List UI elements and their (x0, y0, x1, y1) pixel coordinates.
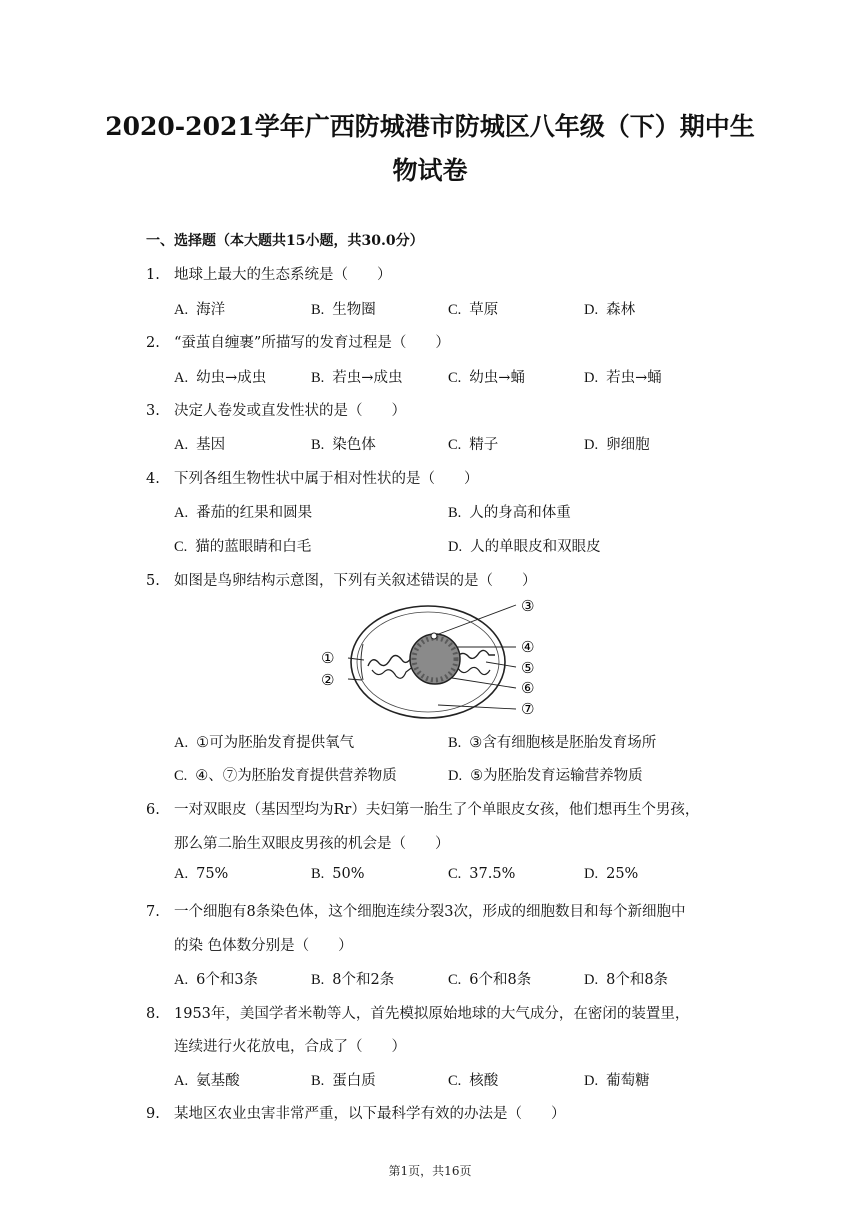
diagram-label-1: ① (321, 649, 335, 667)
q7-option-d: D. 8个和8条 (584, 972, 669, 988)
diagram-label-2: ② (321, 671, 335, 689)
q5-option-b: B. ③含有细胞核是胚胎发育场所 (448, 735, 657, 751)
question-9: 9. 某地区农业虫害非常严重，以下最科学有效的办法是（ ） (146, 1106, 566, 1122)
question-8: 8. 1953年，美国学者米勒等人，首先模拟原始地球的大气成分，在密闭的装置里， (146, 1006, 690, 1022)
exam-title-line1: 2020-2021学年广西防城港市防城区八年级（下）期中生 (105, 112, 755, 141)
q1-option-c: C. 草原 (448, 302, 499, 318)
diagram-label-3: ③ (521, 597, 535, 615)
yolk (410, 634, 460, 684)
q6-option-d: D. 25% (584, 866, 639, 882)
bird-egg-diagram (318, 592, 548, 724)
chalaza-right-lower (458, 667, 490, 674)
q2-option-c: C. 幼虫→蛹 (448, 370, 525, 386)
q4-option-c: C. 猫的蓝眼睛和白毛 (174, 539, 312, 555)
q3-option-c: C. 精子 (448, 437, 499, 453)
question-7: 7. 一个细胞有8条染色体，这个细胞连续分裂3次，形成的细胞数目和每个新细胞中 (146, 904, 686, 920)
leader-2 (348, 679, 362, 680)
germinal-disc (431, 633, 437, 639)
chalaza-right (456, 650, 495, 658)
diagram-label-5: ⑤ (521, 659, 535, 677)
question-7-line2: 的染 色体数分别是（ ） (174, 938, 353, 954)
leader-6 (452, 678, 516, 688)
question-8-line2: 连续进行火花放电，合成了（ ） (174, 1039, 406, 1055)
q4-option-a: A. 番茄的红果和圆果 (174, 505, 313, 521)
q8-option-a: A. 氨基酸 (174, 1073, 240, 1089)
q3-option-b: B. 染色体 (311, 437, 376, 453)
q5-option-a: A. ①可为胚胎发育提供氧气 (174, 735, 355, 751)
question-2: 2. “蚕茧自缠裹”所描写的发育过程是（ ） (146, 335, 450, 351)
question-6-line2: 那么第二胎生双眼皮男孩的机会是（ ） (174, 836, 450, 852)
q8-option-b: B. 蛋白质 (311, 1073, 376, 1089)
diagram-label-6: ⑥ (521, 679, 535, 697)
q1-option-b: B. 生物圈 (311, 302, 376, 318)
q7-option-a: A. 6个和3条 (174, 972, 259, 988)
page-footer: 第1页，共16页 (388, 1164, 472, 1178)
q5-option-c: C. ④、⑦为胚胎发育提供营养物质 (174, 768, 397, 784)
q8-option-d: D. 葡萄糖 (584, 1073, 650, 1089)
question-6: 6. 一对双眼皮（基因型均为Rr）夫妇第一胎生了个单眼皮女孩，他们想再生个男孩， (146, 802, 700, 818)
q8-option-c: C. 核酸 (448, 1073, 499, 1089)
question-1: 1. 地球上最大的生态系统是（ ） (146, 267, 392, 283)
exam-title-line2: 物试卷 (392, 156, 468, 185)
q2-option-a: A. 幼虫→成虫 (174, 370, 267, 386)
air-cell-line (361, 644, 363, 680)
diagram-label-7: ⑦ (521, 700, 535, 718)
q6-option-b: B. 50% (311, 866, 365, 882)
section-heading: 一、选择题（本大题共15小题，共30.0分） (146, 233, 424, 249)
q5-option-d: D. ⑤为胚胎发育运输营养物质 (448, 768, 643, 784)
q4-option-d: D. 人的单眼皮和双眼皮 (448, 539, 601, 555)
q6-option-c: C. 37.5% (448, 866, 516, 882)
q3-option-d: D. 卵细胞 (584, 437, 650, 453)
q1-option-d: D. 森林 (584, 302, 636, 318)
question-4: 4. 下列各组生物性状中属于相对性状的是（ ） (146, 471, 479, 487)
leader-3 (436, 605, 516, 635)
q3-option-a: A. 基因 (174, 437, 226, 453)
q7-option-c: C. 6个和8条 (448, 972, 532, 988)
question-3: 3. 决定人卷发或直发性状的是（ ） (146, 403, 406, 419)
question-5: 5. 如图是鸟卵结构示意图，下列有关叙述错误的是（ ） (146, 573, 537, 589)
q2-option-d: D. 若虫→蛹 (584, 370, 662, 386)
q1-option-a: A. 海洋 (174, 302, 226, 318)
q4-option-b: B. 人的身高和体重 (448, 505, 571, 521)
leader-5 (486, 662, 516, 667)
q2-option-b: B. 若虫→成虫 (311, 370, 403, 386)
q6-option-a: A. 75% (174, 866, 229, 882)
q7-option-b: B. 8个和2条 (311, 972, 395, 988)
diagram-label-4: ④ (521, 638, 535, 656)
chalaza-left-lower (372, 666, 414, 678)
